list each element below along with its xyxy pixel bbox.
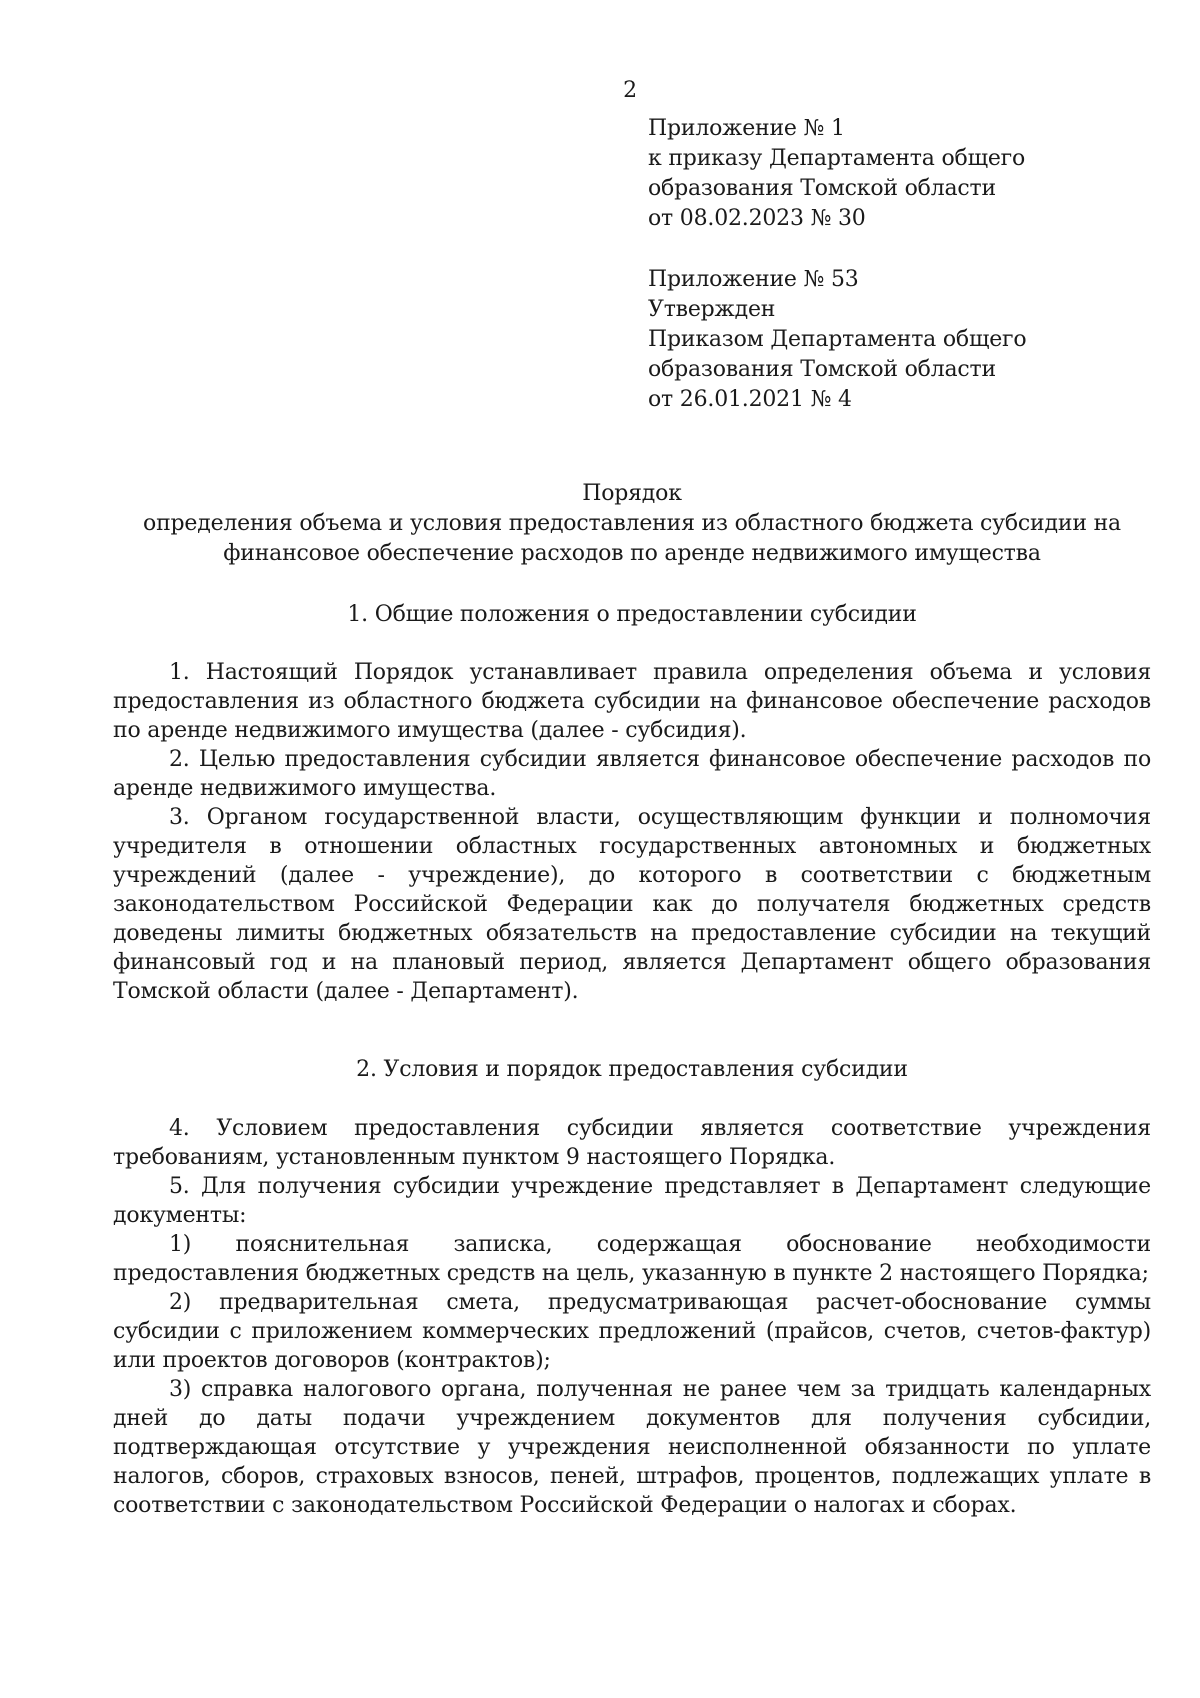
paragraph: 3. Органом государственной власти, осуществляющим функции и полномочия учредителя в отношении областных государственных автономных и бюджетных учреждений (далее - учреждение), до которого в соответствии с бюджетным законодательством Российской Федерации как до получателя бюджетных средств доведены лимиты бюджетных обязательств на предоставление субсидии на текущий финансовый год и на плановый период, является Департамент общего образования Томской области (далее - Департамент).	[113, 805, 1151, 1004]
list-item: 1) пояснительная записка, содержащая обоснование необходимости предоставления бюджетных средств на цель, указанную в пункте 2 настоящего Порядка;	[113, 1232, 1151, 1286]
appendix-53-header	[648, 265, 1026, 415]
appendix-1-line: образования Томской области	[648, 176, 996, 201]
paragraph: 2. Целью предоставления субсидии является финансовое обеспечение расходов по аренде недвижимого имущества.	[113, 747, 1151, 801]
appendix-1-line: к приказу Департамента общего	[648, 146, 1026, 171]
title-line: Порядок	[582, 481, 682, 506]
appendix-1-header	[648, 114, 1025, 234]
appendix-53-line: Приказом Департамента общего	[648, 327, 1027, 352]
appendix-1-line: от 08.02.2023 № 30	[648, 206, 866, 231]
paragraph: 5. Для получения субсидии учреждение представляет в Департамент следующие документы:	[113, 1174, 1151, 1228]
title-line: финансовое обеспечение расходов по аренде недвижимого имущества	[223, 541, 1041, 566]
list-item: 2) предварительная смета, предусматривающая расчет-обоснование суммы субсидии с приложением коммерческих предложений (прайсов, счетов, счетов-фактур) или проектов договоров (контрактов);	[113, 1290, 1151, 1373]
list-item: 3) справка налогового органа, полученная не ранее чем за тридцать календарных дней до даты подачи учреждением документов для получения субсидии, подтверждающая отсутствие у учреждения неисполненной обязанности по уплате налогов, сборов, страховых взносов, пеней, штрафов, процентов, подлежащих уплате в соответствии с законодательством Российской Федерации о налогах и сборах.	[113, 1377, 1151, 1518]
appendix-53-line: образования Томской области	[648, 357, 996, 382]
appendix-53-line: от 26.01.2021 № 4	[648, 387, 852, 412]
page-number: 2	[623, 78, 637, 103]
section-2-heading: 2. Условия и порядок предоставления субсидии	[356, 1057, 908, 1082]
paragraph: 1. Настоящий Порядок устанавливает правила определения объема и условия предоставления из областного бюджета субсидии на финансовое обеспечение расходов по аренде недвижимого имущества (далее - субсидия).	[113, 660, 1151, 743]
appendix-1-line: Приложение № 1	[648, 116, 845, 141]
section-1-body	[113, 658, 1151, 1006]
appendix-53-line: Утвержден	[648, 297, 776, 322]
section-1-heading: 1. Общие положения о предоставлении субсидии	[347, 602, 917, 627]
section-2-body	[113, 1114, 1151, 1520]
paragraph: 4. Условием предоставления субсидии является соответствие учреждения требованиям, установленным пунктом 9 настоящего Порядка.	[113, 1116, 1151, 1170]
appendix-53-line: Приложение № 53	[648, 267, 859, 292]
document-title	[112, 479, 1152, 569]
title-line: определения объема и условия предоставления из областного бюджета субсидии на	[143, 511, 1121, 536]
